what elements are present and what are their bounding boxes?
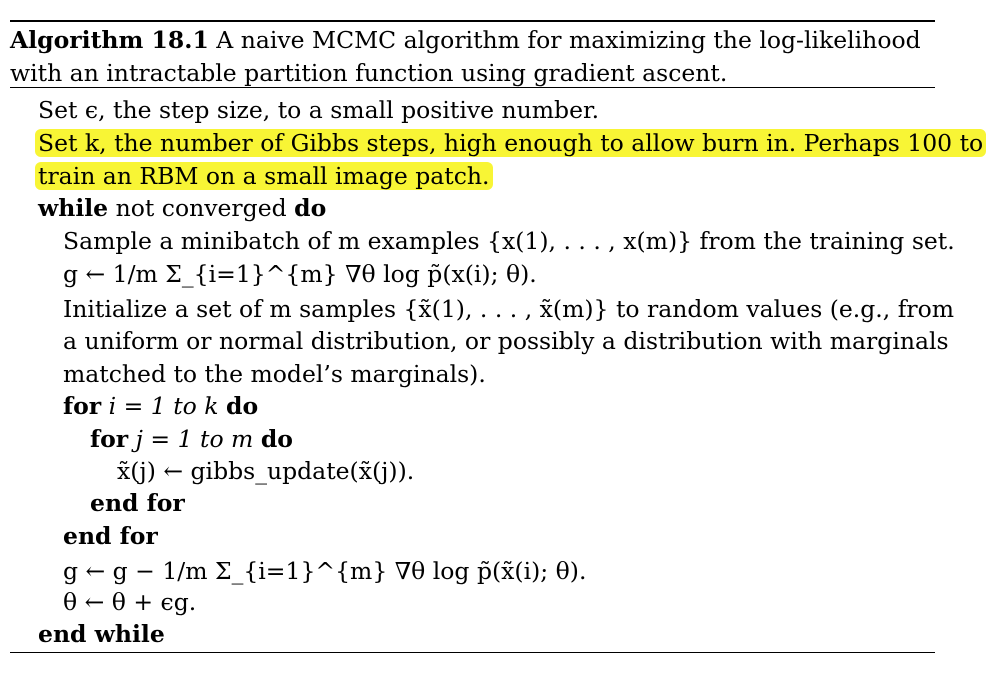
for-keyword: for xyxy=(63,392,102,420)
for-keyword: for xyxy=(90,425,129,453)
algorithm-label: Algorithm 18.1 xyxy=(10,26,209,54)
inner-for-range: j = 1 to m xyxy=(135,425,254,453)
marginals-line: matched to the model’s marginals). xyxy=(63,360,486,388)
do-keyword: do xyxy=(294,194,327,222)
gibbs-update-line: x̃(j) ← gibbs_update(x̃(j)). xyxy=(117,457,415,485)
initialize-samples-line: Initialize a set of m samples {x̃(1), . . . , x̃(m)} to random values (e.g., from xyxy=(63,295,955,323)
top-rule xyxy=(10,20,935,22)
bottom-rule xyxy=(10,652,935,653)
highlight-rbm-patch: train an RBM on a small image patch. xyxy=(35,162,493,190)
caption-line2: with an intractable partition function using gradient ascent. xyxy=(10,59,728,87)
caption-line1: A naive MCMC algorithm for maximizing the log-likelihood xyxy=(216,26,921,54)
outer-end-for: end for xyxy=(63,522,158,550)
gradient-negative-line: g ← g − 1/m Σ_{i=1}^{m} ∇θ log p̃(x̃(i); θ). xyxy=(63,557,587,585)
inner-for-line xyxy=(90,423,293,456)
while-keyword: while xyxy=(38,194,109,222)
distribution-line: a uniform or normal distribution, or possibly a distribution with marginals xyxy=(63,327,949,355)
algorithm-caption xyxy=(10,24,940,90)
theta-update-line: θ ← θ + ϵg. xyxy=(63,588,197,616)
do-keyword: do xyxy=(226,392,259,420)
gradient-positive-line: g ← 1/m Σ_{i=1}^{m} ∇θ log p̃(x(i); θ). xyxy=(63,260,537,288)
end-while: end while xyxy=(38,620,165,648)
do-keyword: do xyxy=(260,425,293,453)
highlight-gibbs-steps: Set k, the number of Gibbs steps, high enough to allow burn in. Perhaps 100 to xyxy=(35,129,986,157)
outer-for-range: i = 1 to k xyxy=(108,392,219,420)
while-line xyxy=(38,192,326,225)
step-size-line: Set ϵ, the step size, to a small positive number. xyxy=(38,96,600,124)
rbm-patch-line xyxy=(38,160,493,193)
outer-for-line xyxy=(63,390,258,423)
caption-rule xyxy=(10,87,935,88)
while-condition: not converged xyxy=(115,194,287,222)
inner-end-for: end for xyxy=(90,489,185,517)
sample-minibatch-line: Sample a minibatch of m examples {x(1), . . . , x(m)} from the training set. xyxy=(63,227,955,255)
gibbs-steps-line xyxy=(38,127,986,160)
